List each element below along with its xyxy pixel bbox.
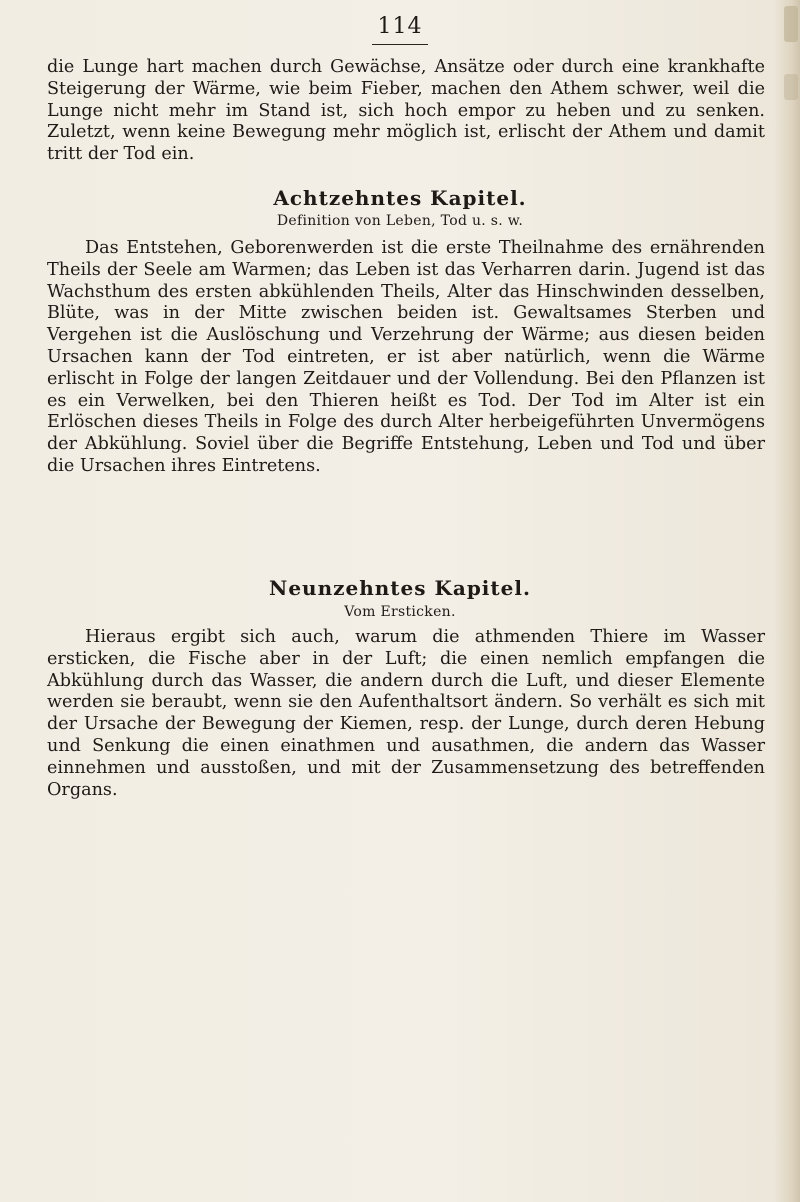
- page-number-rule: [372, 44, 428, 45]
- chapter-19-text-block: [47, 627, 765, 801]
- chapter-18-heading: Achtzehntes Kapitel.: [273, 186, 527, 210]
- intro-paragraph: die Lunge hart machen durch Gewächse, Ansätze oder durch eine krankhafte Steigerung der Wärme, wie beim Fieber, machen den Athem schwer, weil die Lunge nicht mehr im Stand ist, sich hoch empor zu heben und zu senken. Zuletzt, wenn keine Bewegung mehr möglich ist, erlischt der Athem und damit tritt der Tod ein.: [47, 57, 765, 165]
- chapter-19-subtitle: Vom Ersticken.: [344, 604, 456, 620]
- page-edge-shadow: [774, 0, 800, 1202]
- page-edge-mark: [784, 6, 798, 42]
- chapter-19-paragraph: Hieraus ergibt sich auch, warum die athmenden Thiere im Wasser ersticken, die Fische aber in der Luft; die einen nemlich empfangen die Abkühlung durch das Wasser, die andern durch die Luft, und dieser Elemente werden sie beraubt, wenn sie den Aufenthaltsort ändern. So verhält es sich mit der Ursache der Bewegung der Kiemen, resp. der Lunge, durch deren Hebung und Senkung die einen einathmen und ausathmen, die andern das Wasser einnehmen und ausstoßen, und mit der Zusammensetzung des betreffenden Organs.: [47, 627, 765, 800]
- intro-text-block: [47, 57, 765, 166]
- page-edge-mark: [784, 74, 798, 100]
- chapter-18-text-block: [47, 238, 765, 478]
- chapter-19-heading: Neunzehntes Kapitel.: [269, 576, 531, 600]
- chapter-18-subtitle: Definition von Leben, Tod u. s. w.: [276, 213, 524, 229]
- chapter-18-paragraph: Das Entstehen, Geborenwerden ist die erste Theilnahme des ernährenden Theils der Seele am Warmen; das Leben ist das Verharren darin. Jugend ist das Wachsthum des ersten abkühlenden Theils, Alter das Hinschwinden desselben, Blüte, was in der Mitte zwischen beiden ist. Gewaltsames Sterben und Vergehen ist die Auslöschung und Verzehrung der Wärme; aus diesen beiden Ursachen kann der Tod eintreten, er ist aber natürlich, wenn die Wärme erlischt in Folge der langen Zeitdauer und der Vollendung. Bei den Pflanzen ist es ein Verwelken, bei den Thieren heißt es Tod. Der Tod im Alter ist ein Erlöschen dieses Theils in Folge des durch Alter herbeigeführten Unvermögens der Abkühlung. Soviel über die Begriffe Entstehung, Leben und Tod und über die Ursachen ihres Eintretens.: [47, 238, 765, 476]
- page-number: 114: [377, 14, 423, 39]
